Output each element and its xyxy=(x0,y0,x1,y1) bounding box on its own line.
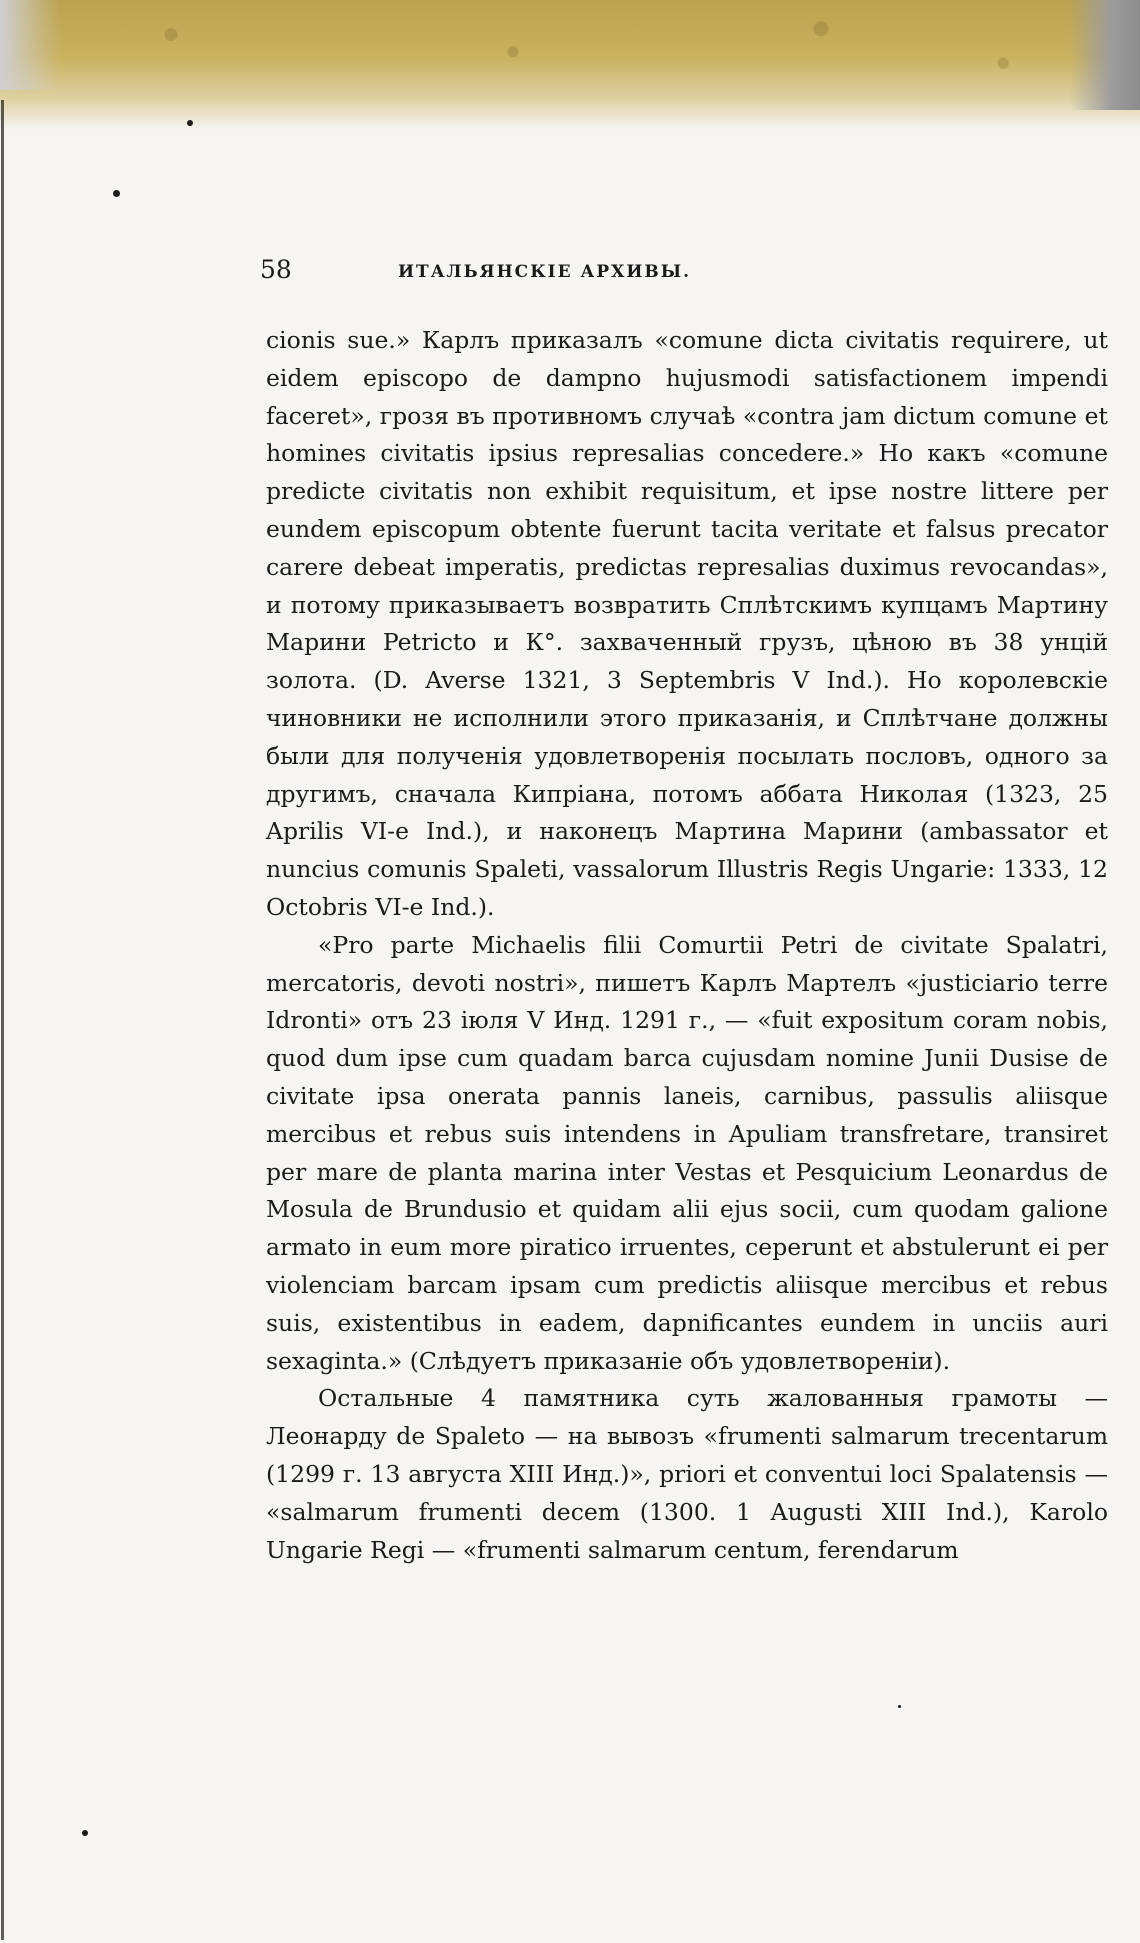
top-edge-texture xyxy=(0,0,1140,115)
paragraph-michael: «Pro parte Michaelis filii Comurtii Petri de civitate Spalatri, mercatoris, devoti nostri», пишетъ Карлъ Мартелъ «justiciario terre Idronti» отъ 23 іюля V Инд. 1291 г., — «fuit expositum coram nobis, quod dum ipse cum quadam barca cujusdam nomine Junii Dusise de civitate ipsa onerata pannis laneis, carnibus, passulis aliisque mercibus et rebus suis intendens in Apuliam transfretare, transiret per mare de planta marina inter Vestas et Pesquicium Leonardus de Mosula de Brundusio et quidam alii ejus socii, cum quodam galione armato in eum more piratico irruentes, ceperunt et abstulerunt ei per violenciam barcam ipsam cum predictis aliisque mercibus et rebus suis, existentibus in eadem, dapnificantes eundem in unciis auri sexaginta.» (Слѣдуетъ приказаніе объ удовлетвореніи). xyxy=(266,930,1108,1375)
running-title: ИТАЛЬЯНСКІЕ АРХИВЫ. xyxy=(398,262,692,282)
ink-speck xyxy=(187,120,193,126)
binding-edge-line xyxy=(1,100,4,1940)
left-corner-shadow xyxy=(0,0,60,90)
ink-speck xyxy=(898,1705,901,1708)
paragraph-remaining-grants: Остальные 4 памятника суть жалованныя грамоты — Леонарду de Spaleto — на вывозъ «frumenti salmarum trecentarum (1299 г. 13 августа XIII Инд.)», priori et conventui loci Spalatensis — «salmarum frumenti decem (1300. 1 Augusti XIII Ind.), Karolo Ungarie Regi — «frumenti salmarum centum, ferendarum xyxy=(266,1384,1108,1564)
running-head xyxy=(260,255,1020,295)
ink-speck xyxy=(82,1830,88,1836)
right-corner-shadow xyxy=(1070,0,1140,110)
text-body xyxy=(266,322,1108,1569)
ink-speck xyxy=(113,190,120,197)
page-number: 58 xyxy=(260,255,292,284)
paragraph-continued: cionis sue.» Карлъ приказалъ «comune dicta civitatis requirere, ut eidem episcopo de dampno hujusmodi satisfactionem impendi faceret», грозя въ противномъ случаѣ «contra jam dictum comune et homines civitatis ipsius represalias concedere.» Но какъ «comune predicte civitatis non exhibit requisitum, et ipse nostre littere per eundem episcopum obtente fuerunt tacita veritate et falsus precator carere debeat imperatis, predictas represalias duximus revocandas», и потому приказываетъ возвратить Сплѣтскимъ купцамъ Мартину Марини Petricto и К°. захваченный грузъ, цѣною въ 38 унцій золота. (D. Averse 1321, 3 Septembris V Ind.). Но королевскіе чиновники не исполнили этого приказанія, и Сплѣтчане должны были для полученія удовлетворенія посылать пословъ, одного за другимъ, сначала Кипріана, потомъ аббата Николая (1323, 25 Aprilis VI-e Ind.), и наконецъ Мартина Марини (ambassator et nuncius comunis Spaleti, vassalorum Illustris Regis Ungarie: 1333, 12 Octobris VI-e Ind.). xyxy=(266,326,1108,921)
